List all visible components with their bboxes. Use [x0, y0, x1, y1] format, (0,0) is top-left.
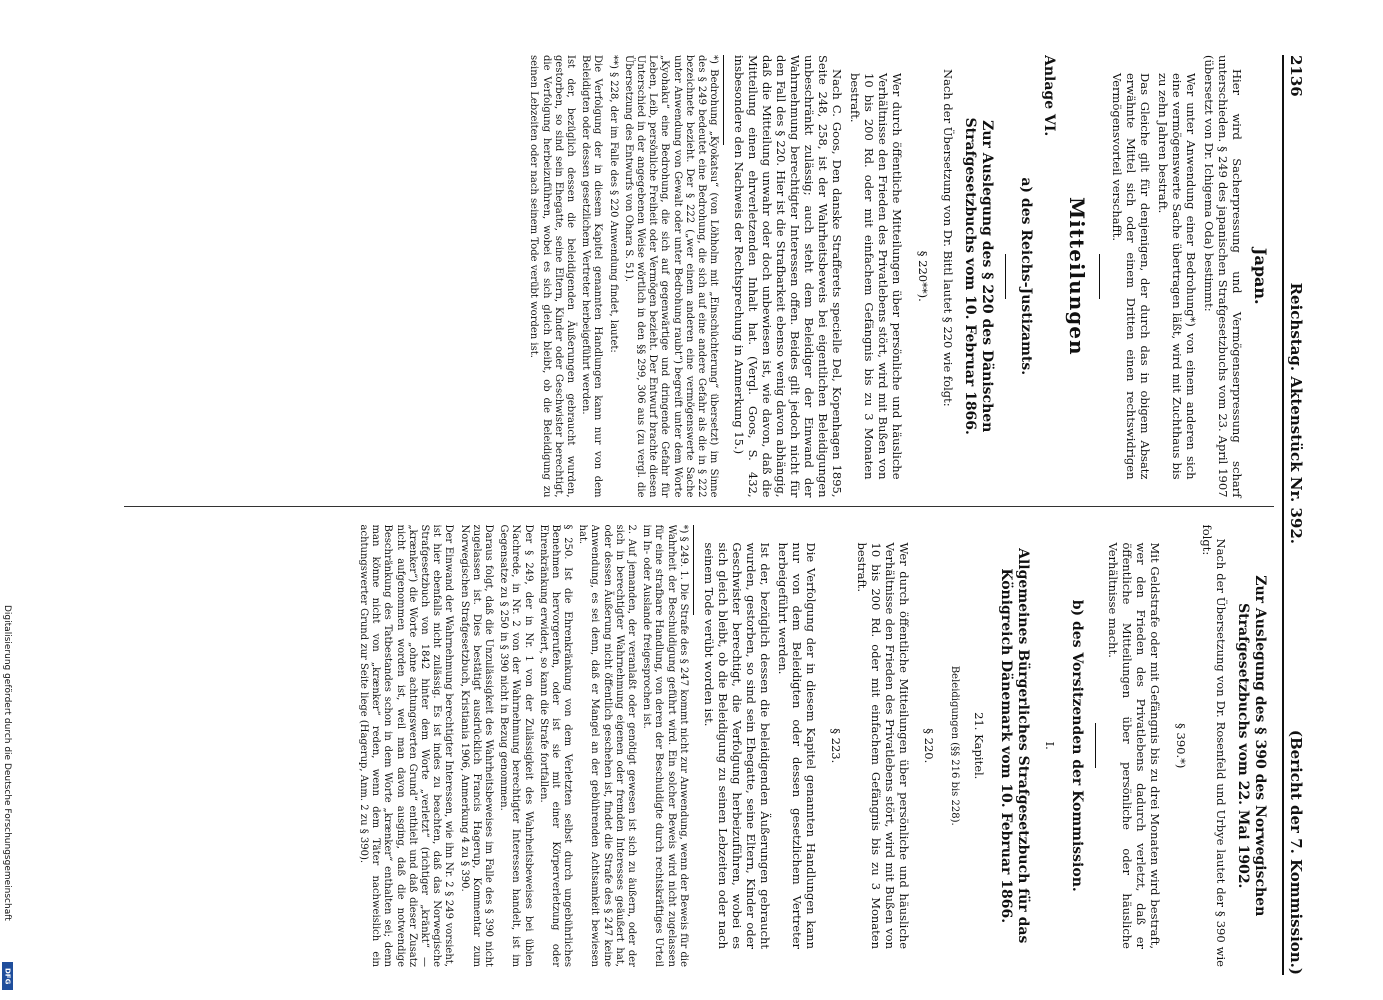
- goos-commentary: Nach C. Goos, Den danske Strafferets specielle Del, Kopenhagen 1895, Seite 248, 258, ist der Wahrheitsbeweis bei eigentlichen Beleidigungen unbeschränkt zulässig; auch steht dem Beleidiger der Einwand der Wahrnehmung berechtigter Interessen offen. Beides gilt jedoch nicht für den Fall des § 220. Hier ist die Strafbarkeit ebenso wenig davon abhängig, daß die Mitteilung unwahr oder doch unbewiesen ist, wie davon, daß die Mitteilung einen ehrverletzenden Inhalt hat. (Vergl. Goos, S. 432, insbesondere den Nachweis der Rechtsprechung in Anmerkung 15.): [732, 55, 845, 498]
- paragraph-223-text-1: Die Verfolgung der in diesem Kapitel genannten Handlungen kann nur von dem Beleidigten oder dessen gesetzlichem Vertreter herbeigeführt werden.: [775, 542, 818, 949]
- footnote-commentary-3: Der Einwand der Wahrnehmung berechtigter Interessen, wie ihn Nr. 2 § 249 vorsieht, ist hier ebenfalls nicht zulässig. Es ist indes zu beachten, daß das Norwegische Strafgesetzbuch von 1842 hinter dem Worte „verletzt“ (richtiger „kränkt“ — „krænker“) die Worte „ohne achtungswerten Grund“ enthielt und daß dieser Zusatz nicht aufgenommen worden ist, weil man davon ausging, daß die notwendige Beschränkung des Tatbestandes schon in dem Worte „krænker“ enthalten sei; denn man könne nicht von „krænker“ reden, wenn dem Täter nachweislich ein achtungswerter Grund zur Seite liege (Hagerup, Anm. 2 zu § 390).: [358, 524, 455, 967]
- paragraph-220-text-2: Wer durch öffentliche Mitteilungen über persönliche und häusliche Verhältnisse den Frieden des Privatlebens stört, wird mit Bußen von 10 bis 200 Rd. oder mit einfachem Gefängnis bis zu 3 Monaten bestraft.: [854, 542, 911, 949]
- roman-numeral: I.: [1042, 741, 1057, 750]
- header-subtitle: (Bericht der 7. Kommission.): [1287, 729, 1305, 975]
- anlage-label: Anlage VI.: [1040, 55, 1057, 137]
- section-a-heading: a) des Reichs-Justizamts.: [1017, 177, 1034, 376]
- footnote-249-1: *) § 249. 1. Die Strafe des § 247 kommt nicht zur Anwendung, wenn der Beweis für die Wahrheit der Beschuldigung geführt wird. Ein solcher Beweis wird nicht zugelassen für eine strafbare Handlung, von deren der Beschuldigte durch rechtskräftiges Urteil im In- oder Auslande freigesprochen ist.: [641, 524, 689, 967]
- right-column: [124, 525, 1274, 976]
- footnote-bedrohung: *) Bedrohung „Kyokatsu“ (von Löhholm mit „Einschüchterung“ übersetzt) im Sinne des § 249 bedeutet eine Bedrohung, die sich auf eine andere Gefahr als die in § 222 bezeichnete bezieht. Der § 222 („wer einem anderen eine vermögenswerte Sache unter Anwendung von Gewalt oder unter Bedrohung raubt“) begreift unter dem Worte „Kyohaku“ eine Bedrohung, die sich auf gegenwärtige und dringende Gefahr für Leben, Leib, persönliche Freiheit oder Vermögen bezieht. Der Entwurf brachte diesen Unterschied in der angegebenen Weise wörtlich in den §§ 299, 306 aus (zu vergl. die Übersetzung des Entwurfs von Ohara S. 51).: [622, 55, 720, 498]
- digitization-credit: [0, 605, 14, 995]
- paragraph-390-text: Mit Geldstrafe oder mit Gefängnis bis zu drei Monaten wird bestraft, wer den Frieden des Privatlebens dadurch verletzt, daß er öffentliche Mitteilungen über persönliche oder häusliche Verhältnisse macht.: [1106, 542, 1163, 949]
- paragraph-220-label-2: § 220.: [922, 728, 937, 764]
- japan-quote-1: Wer unter Anwendung einer Bedrohung*) von einem anderen sich eine vermögenswerte Sache übertragen läßt, wird mit Zuchthaus bis zu zehn Jahren bestraft.: [1156, 73, 1199, 480]
- danish-intro: Nach der Übersetzung von Dr. Bittl lautet § 220 wie folgt:: [941, 69, 956, 407]
- footnote-commentary-1: Der § 249, der in Nr. 1 von der Zulässigkeit des Wahrheitsbeweises bei üblen Nachrede, in Nr. 2 von der Wahrnehmung berechtigter Interessen handelt, ist im Gegensatze zu § 250 in § 390 nicht in Bezug genommen.: [498, 524, 534, 967]
- footnote-249-2: 2. Auf jemanden, der veranlaßt oder genötigt gewesen ist sich zu äußern, oder der sich in berechtigter Wahrnehmung eigenen oder fremden Interesses geäußert hat, oder dessen Äußerung nicht öffentlich geschehen ist, findet die Strafe des § 247 keine Anwendung, es sei denn, daß er Mangel an der gebührenden Achtsamkeit bewiesen hat.: [577, 524, 638, 967]
- japan-heading: Japan.: [1250, 247, 1270, 305]
- chapter-subtitle: Beleidigungen (§§ 216 bis 228).: [949, 665, 961, 826]
- paragraph-390-label: § 390.*): [1174, 723, 1189, 769]
- document-page: [85, 55, 1305, 975]
- japan-paragraph: Hier wird Sacherpressung und Vermögenserpressung scharf unterschieden. § 249 des japanischen Strafgesetzbuchs vom 23. April 1907 (übersetzt von Dr. Ichigema Oda) bestimmt:: [1202, 55, 1245, 498]
- credit-text: Digitalisierung gefördert durch die Deutsche Forschungsgemeinschaft: [2, 605, 12, 921]
- norwegian-law-title: Zur Auslegung des § 390 des Norwegischen Strafgesetzbuchs vom 22. Mai 1902.: [1234, 575, 1268, 917]
- norwegian-intro: Nach der Übersetzung von Dr. Rosenfeld und Urbye lautet der § 390 wie folgt:: [1199, 524, 1228, 967]
- footnote-228: **) § 228, der im Falle des § 220 Anwendung findet, lautet:: [607, 55, 619, 353]
- paragraph-223-label: § 223.: [829, 728, 844, 764]
- footnote-250: § 250. Ist die Ehrenkränkung von dem Verletzten selbst durch ungebührliches Benehmen hervorgerufen, oder ist sie mit einer Körperverletzung oder Ehrenkränkung erwidert, so kann die Strafe fortfallen.: [537, 524, 574, 967]
- danish-code-title: Allgemeines Bürgerliches Strafgesetzbuch für das Königreich Dänemark vom 10. Februar 1866.: [998, 548, 1032, 944]
- running-header: [1282, 55, 1305, 975]
- footnote-commentary-2: Daraus folgt, daß die Unzulässigkeit des Wahrheitsbeweises im Falle des § 390 nicht zugelassen ist. Dies bestätigt ausdrücklich Francis Hagerup, Kommentar zum Norwegischen Strafgesetzbuch, Kristiania 1906, Anmerkung 4 zu § 390.: [458, 524, 494, 967]
- divider: [1006, 254, 1007, 299]
- danish-law-title: Zur Auslegung des § 220 des Dänischen Strafgesetzbuchs vom 10. Februar 1866.: [962, 117, 996, 435]
- paragraph-223-text-2: Ist der, bezüglich dessen die beleidigenden Äußerungen gebraucht wurden, gestorben, so sind sein Ehegatte, seine Eltern, Kinder oder Geschwister berechtigt, die Verfolgung herbeizuführen, wobei es sich gleich bleibt, ob die Beleidigung zu seinen Lebzeiten oder nach seinem Tode verübt worden ist.: [701, 542, 772, 949]
- paragraph-220-text: Wer durch öffentliche Mitteilungen über persönliche und häusliche Verhältnisse den Frieden des Privatlebens stört, wird mit Bußen von 10 bis 200 Rd. oder mit einfachem Gefängnis bis zu 3 Monaten bestraft.: [848, 73, 905, 480]
- paragraph-220-label: § 220**).: [915, 250, 930, 302]
- section-b-heading: b) des Vorsitzenden der Kommission.: [1069, 599, 1086, 892]
- footnote-228-quote-2: Ist der, bezüglich dessen die beleidigenden Äußerungen gebraucht wurden, gestorben, so sind sein Ehegatte, seine Eltern, Kinder oder Geschwister berechtigt, die Verfolgung herbeizuführen, wobei es sich gleich bleibt, ob die Beleidigung zu seinen Lebzeiten oder nach seinem Tode verübt worden ist.: [528, 55, 577, 498]
- divider: [1099, 254, 1100, 299]
- footnote-rule: [723, 55, 724, 145]
- footnote-228-quote-1: Die Verfolgung der in diesem Kapitel genannten Handlungen kann nur von dem Beleidigten oder dessen gesetzlichem Vertreter herbeigeführt werden.: [580, 55, 604, 498]
- japan-quote-2: Das Gleiche gilt für denjenigen, der durch das in obigem Absatz erwähnte Mittel sich oder einem Dritten einen rechtswidrigen Vermögensvorteil verschafft.: [1110, 73, 1153, 480]
- footnote-rule: [693, 525, 694, 615]
- mitteilungen-heading: Mitteilungen: [1065, 197, 1090, 356]
- header-title: Reichstag. Aktenstück Nr. 392.: [1287, 282, 1305, 545]
- divider: [1095, 723, 1096, 768]
- left-column: [124, 55, 1274, 507]
- chapter-label: 21. Kapitel.: [971, 712, 986, 780]
- page-number: 2136: [1287, 55, 1305, 97]
- dfg-logo: DFG: [2, 962, 13, 990]
